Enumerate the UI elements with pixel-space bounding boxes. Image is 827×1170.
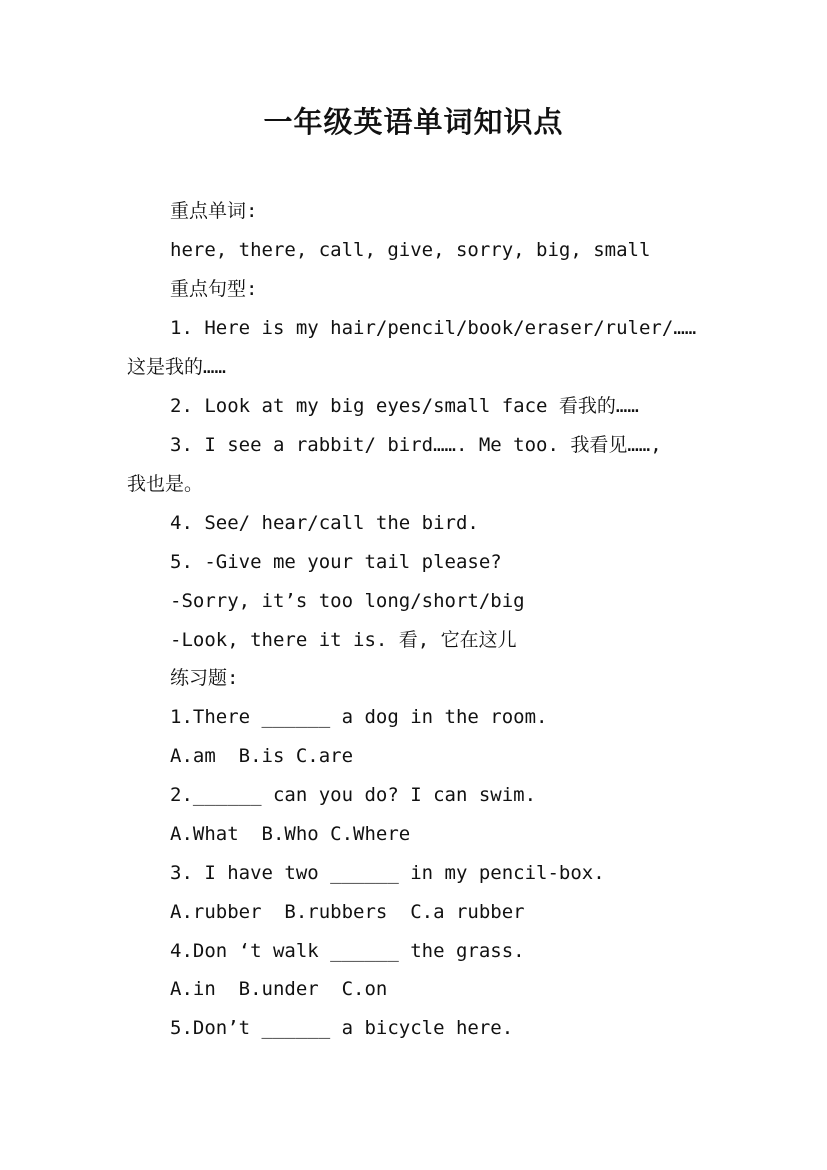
exercise-2-options: A.What B.Who C.Where (170, 823, 411, 845)
sentence-5-reply-1: -Sorry, it’s too long/short/big (170, 590, 525, 612)
section-heading-key-sentences: 重点句型: (170, 278, 258, 300)
sentence-4: 4. See/ hear/call the bird. (170, 512, 479, 534)
sentence-3: 3. I see a rabbit/ bird……. Me too. 我看见……, (170, 434, 662, 456)
key-words-list: here, there, call, give, sorry, big, small (170, 239, 651, 261)
sentence-2: 2. Look at my big eyes/small face 看我的…… (170, 395, 639, 417)
exercise-2-question: 2.______ can you do? I can swim. (170, 784, 537, 806)
exercise-3-question: 3. I have two ______ in my pencil-box. (170, 862, 605, 884)
sentence-1: 1. Here is my hair/pencil/book/eraser/ruler/…… (170, 317, 697, 339)
sentence-1-continued: 这是我的…… (127, 356, 226, 378)
sentence-5-reply-2: -Look, there it is. 看, 它在这儿 (170, 629, 517, 651)
exercise-1-options: A.am B.is C.are (170, 745, 354, 767)
section-heading-key-words: 重点单词: (170, 200, 258, 222)
page-title: 一年级英语单词知识点 (263, 105, 564, 139)
exercise-3-options: A.rubber B.rubbers C.a rubber (170, 901, 525, 923)
exercise-1-question: 1.There ______ a dog in the room. (170, 706, 548, 728)
exercise-4-question: 4.Don ‘t walk ______ the grass. (170, 940, 525, 962)
exercise-5-question: 5.Don’t ______ a bicycle here. (170, 1017, 514, 1039)
exercise-4-options: A.in B.under C.on (170, 978, 388, 1000)
section-heading-exercises: 练习题: (170, 667, 239, 689)
sentence-3-continued: 我也是。 (127, 473, 204, 495)
sentence-5: 5. -Give me your tail please? (170, 551, 502, 573)
